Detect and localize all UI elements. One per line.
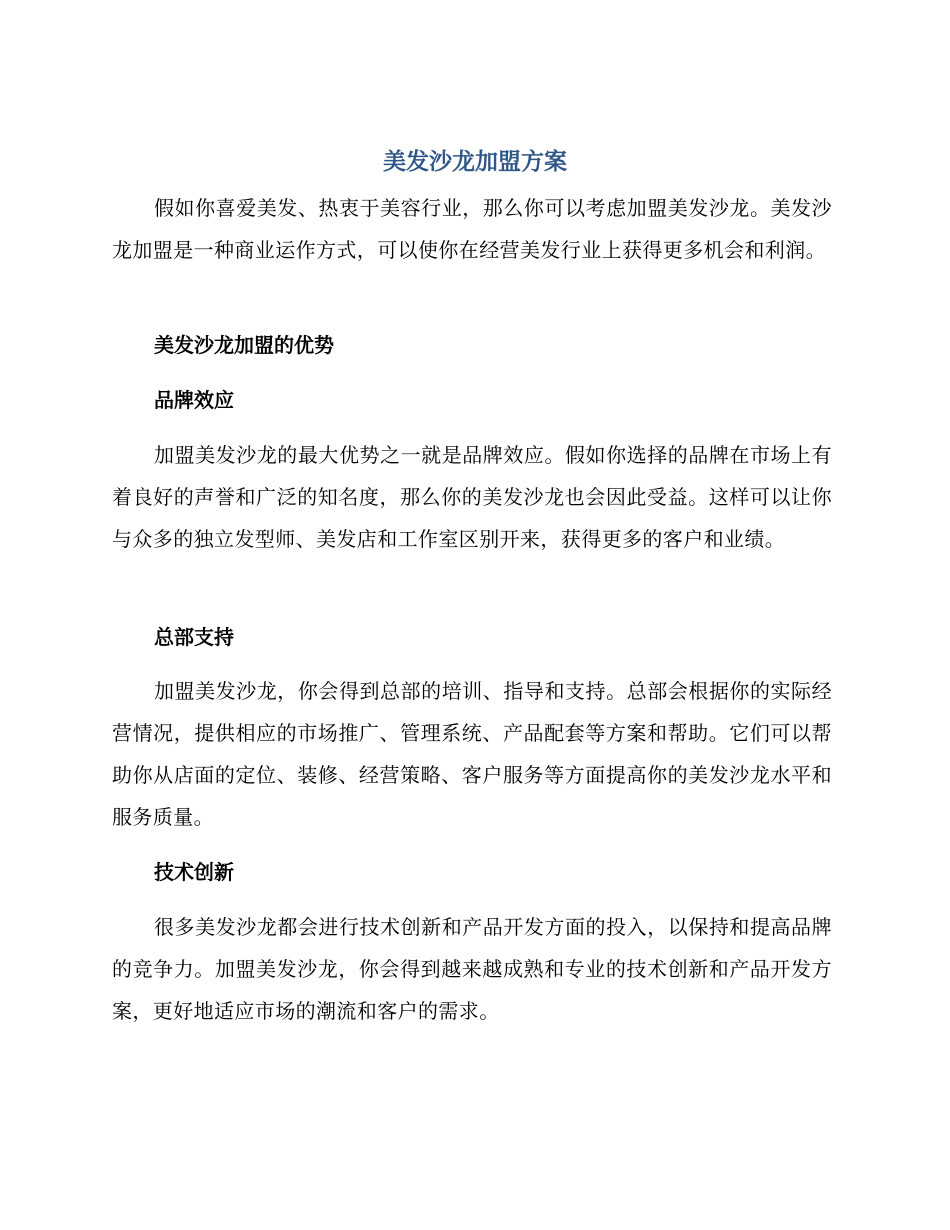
intro-paragraph: 假如你喜爱美发、热衷于美容行业，那么你可以考虑加盟美发沙龙。美发沙龙加盟是一种商业运作方式，可以使你在经营美发行业上获得更多机会和利润。 <box>112 196 832 262</box>
brand-effect-paragraph: 加盟美发沙龙的最大优势之一就是品牌效应。假如你选择的品牌在市场上有着良好的声誉和广泛的知名度，那么你的美发沙龙也会因此受益。这样可以让你与众多的独立发型师、美发店和工作室区别开来，获得更多的客户和业绩。 <box>112 443 832 551</box>
headquarters-support-paragraph: 加盟美发沙龙，你会得到总部的培训、指导和支持。总部会根据你的实际经营情况，提供相应的市场推广、管理系统、产品配套等方案和帮助。它们可以帮助你从店面的定位、装修、经营策略、客户服务等方面提高你的美发沙龙水平和服务质量。 <box>112 679 832 829</box>
headquarters-support-heading: 总部支持 <box>154 625 234 649</box>
document-title: 美发沙龙加盟方案 <box>383 149 567 175</box>
technology-innovation-paragraph: 很多美发沙龙都会进行技术创新和产品开发方面的投入，以保持和提高品牌的竞争力。加盟美发沙龙，你会得到越来越成熟和专业的技术创新和产品开发方案，更好地适应市场的潮流和客户的需求。 <box>112 915 832 1023</box>
brand-effect-heading: 品牌效应 <box>154 388 234 412</box>
technology-innovation-heading: 技术创新 <box>154 860 234 884</box>
advantages-heading: 美发沙龙加盟的优势 <box>154 333 334 357</box>
